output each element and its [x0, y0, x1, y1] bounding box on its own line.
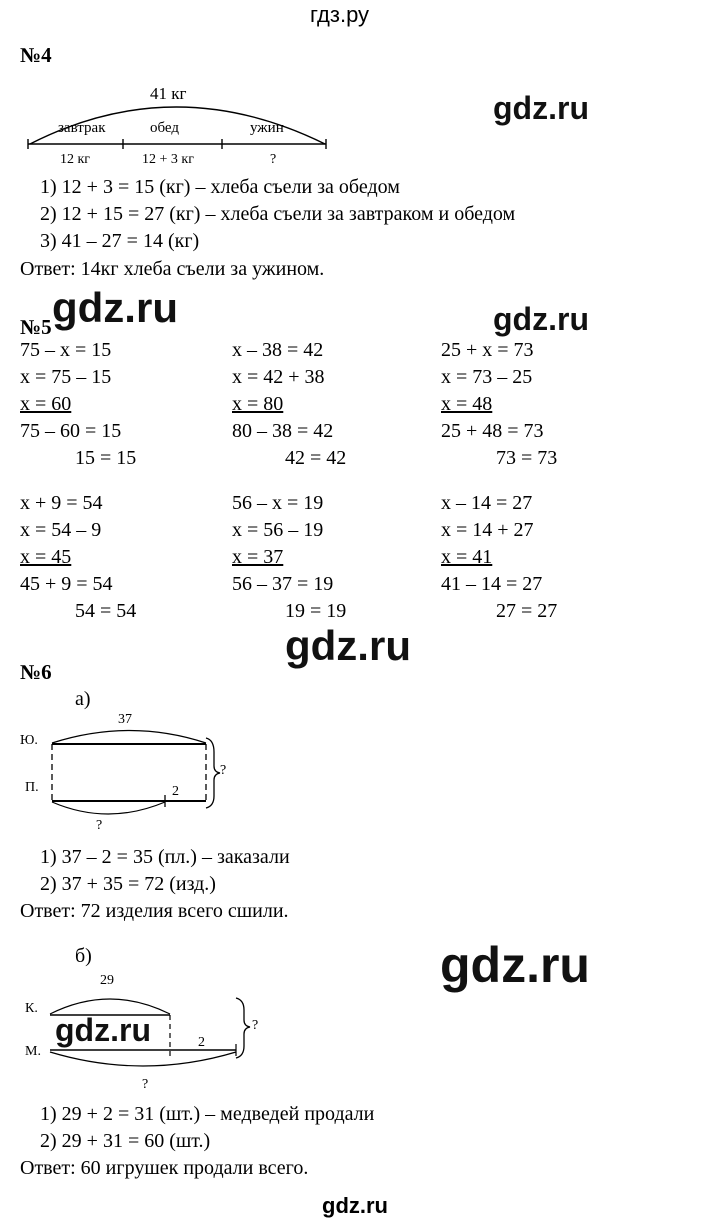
eq-check: 56 – 37 = 19 [232, 573, 334, 595]
task6a-label: а) [75, 688, 91, 710]
task6b-label: б) [75, 945, 92, 967]
task6b-diff: 2 [198, 1035, 205, 1050]
task4-answer: Ответ: 14кг хлеба съели за ужином. [20, 258, 325, 280]
eq-check: 80 – 38 = 42 [232, 420, 334, 442]
task4-total: 41 кг [150, 84, 187, 103]
eq-check: 42 = 42 [285, 447, 347, 469]
task6a-step: 2) 37 + 35 = 72 (изд.) [40, 873, 216, 895]
eq-result: x = 41 [441, 546, 493, 568]
watermark: gdz.ru [493, 90, 589, 126]
eq-result: x = 60 [20, 393, 72, 415]
seg-value-breakfast: 12 кг [60, 152, 91, 167]
task6a-diff: 2 [172, 784, 179, 799]
eq-check: 15 = 15 [75, 447, 137, 469]
eq-result: x = 48 [441, 393, 493, 415]
eq-line: 25 + x = 73 [441, 339, 534, 361]
seg-label-lunch: обед [150, 120, 180, 136]
eq-check: 25 + 48 = 73 [441, 420, 544, 442]
task6b-answer: Ответ: 60 игрушек продали всего. [20, 1157, 309, 1179]
task6a-answer: Ответ: 72 изделия всего сшили. [20, 900, 289, 922]
eq-line: x – 38 = 42 [232, 339, 324, 361]
watermark: gdz.ru [440, 937, 590, 993]
task6a-step: 1) 37 – 2 = 35 (пл.) – заказали [40, 846, 290, 868]
task6b-row1: К. [25, 1001, 38, 1016]
seg-value-dinner: ? [270, 152, 277, 167]
eq-check: 19 = 19 [285, 600, 347, 622]
task6a-q-bottom: ? [96, 818, 103, 833]
watermark: gdz.ru [52, 284, 178, 331]
eq-check: 27 = 27 [496, 600, 558, 622]
eq-line: 75 – x = 15 [20, 339, 112, 361]
seg-value-lunch: 12 + 3 кг [142, 152, 194, 167]
watermark: gdz.ru [55, 1012, 151, 1048]
eq-line: x = 54 – 9 [20, 519, 102, 541]
eq-check: 54 = 54 [75, 600, 137, 622]
eq-result: x = 80 [232, 393, 284, 415]
task6b-top-value: 29 [100, 973, 114, 988]
eq-check: 41 – 14 = 27 [441, 573, 543, 595]
task4-title: №4 [20, 43, 52, 67]
eq-check: 75 – 60 = 15 [20, 420, 122, 442]
seg-label-dinner: ужин [250, 120, 284, 136]
task6b-step: 1) 29 + 2 = 31 (шт.) – медведей продали [40, 1103, 375, 1125]
task4-step: 3) 41 – 27 = 14 (кг) [40, 230, 200, 252]
eq-line: x = 75 – 15 [20, 366, 112, 388]
task6a-top-value: 37 [118, 712, 132, 727]
task6b-q-side: ? [252, 1018, 259, 1033]
task6b-row2: М. [25, 1044, 41, 1059]
task4-step: 1) 12 + 3 = 15 (кг) – хлеба съели за обедом [40, 176, 400, 198]
eq-line: x = 73 – 25 [441, 366, 533, 388]
eq-line: x = 56 – 19 [232, 519, 324, 541]
seg-label-breakfast: завтрак [58, 120, 106, 136]
footer-watermark: gdz.ru [322, 1193, 388, 1218]
task6b-q-bottom: ? [142, 1077, 149, 1092]
eq-result: x = 37 [232, 546, 284, 568]
task6b-step: 2) 29 + 31 = 60 (шт.) [40, 1130, 211, 1152]
eq-check: 73 = 73 [496, 447, 558, 469]
eq-line: 56 – x = 19 [232, 492, 324, 514]
eq-line: x + 9 = 54 [20, 492, 103, 514]
task6a-q-side: ? [220, 763, 227, 778]
eq-check: 45 + 9 = 54 [20, 573, 113, 595]
task6a-row1: Ю. [20, 733, 38, 748]
task5-title: №5 [20, 315, 52, 339]
eq-line: x = 14 + 27 [441, 519, 534, 541]
eq-result: x = 45 [20, 546, 72, 568]
task6-title: №6 [20, 660, 52, 684]
task4-step: 2) 12 + 15 = 27 (кг) – хлеба съели за завтраком и обедом [40, 203, 516, 225]
site-header: гдз.ру [310, 2, 370, 27]
watermark: gdz.ru [493, 301, 589, 337]
watermark: gdz.ru [285, 622, 411, 669]
eq-line: x – 14 = 27 [441, 492, 533, 514]
task6a-row2: П. [25, 780, 39, 795]
eq-line: x = 42 + 38 [232, 366, 325, 388]
